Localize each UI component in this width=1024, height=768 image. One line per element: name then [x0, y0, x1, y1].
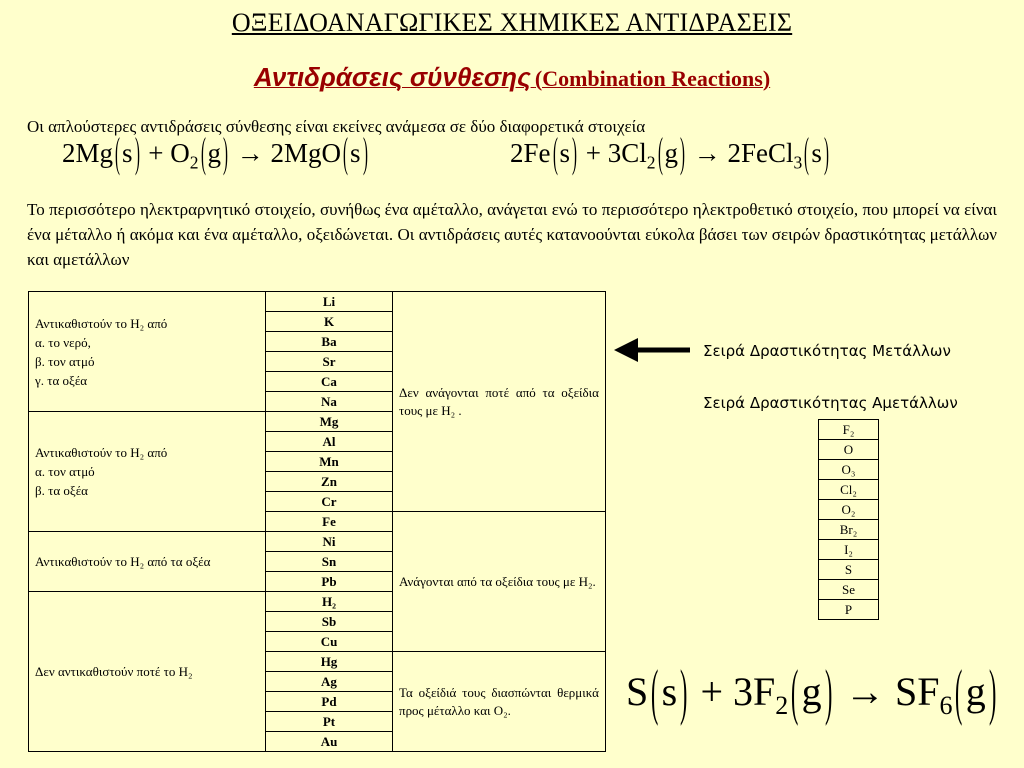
eq-arrow: → [693, 138, 721, 168]
nonmetal-cell: O₂ [819, 500, 879, 520]
metal-activity-table [28, 291, 606, 752]
group-cell: Δεν αντικαθιστούν ποτέ το H₂ [29, 592, 266, 752]
metal-cell: Na [266, 392, 393, 412]
metal-cell: Al [266, 432, 393, 452]
nonmetal-cell: F₂ [819, 420, 879, 440]
equation-s-f2: $S(s) + 3F_2(g) \to SF_6(g)$ [626, 656, 997, 727]
eq-term: S [626, 669, 649, 714]
nonmetal-cell: O₃ [819, 460, 879, 480]
eq-subscript: 3 [793, 152, 803, 173]
metal-cell: Sr [266, 352, 393, 372]
eq-state: g [801, 669, 822, 714]
eq-state: s [811, 138, 822, 168]
metal-cell: Pd [266, 692, 393, 712]
metal-cell: Ca [266, 372, 393, 392]
metal-cell: Li [266, 292, 393, 312]
nonmetal-cell: S [819, 560, 879, 580]
subtitle-greek: Αντιδράσεις σύνθεσης [253, 62, 531, 92]
metal-cell: Ba [266, 332, 393, 352]
eq-plus: + [700, 669, 724, 714]
metal-cell: Zn [266, 472, 393, 492]
nonmetal-cell: P [819, 600, 879, 620]
eq-term: 2MgO [270, 138, 342, 168]
metal-cell: Ag [266, 672, 393, 692]
metal-cell: Cr [266, 492, 393, 512]
eq-arrow: → [236, 138, 264, 168]
nonmetal-cell: Cl₂ [819, 480, 879, 500]
eq-plus: + [148, 138, 164, 168]
eq-state: g [207, 138, 222, 168]
left-arrow-icon [612, 336, 692, 369]
eq-term: SF [894, 669, 940, 714]
metal-cell: Pb [266, 572, 393, 592]
metal-cell: Cu [266, 632, 393, 652]
eq-term: 3F [733, 669, 776, 714]
nonmetal-cell: Se [819, 580, 879, 600]
nonmetal-cell: I₂ [819, 540, 879, 560]
eq-term: 2Mg [62, 138, 114, 168]
metal-cell: Mg [266, 412, 393, 432]
metal-cell: Hg [266, 652, 393, 672]
eq-state: s [559, 138, 571, 168]
nonmetal-cell: O [819, 440, 879, 460]
eq-state: g [664, 138, 679, 168]
nonmetal-cell: Br₂ [819, 520, 879, 540]
group-cell: Αντικαθιστούν το H₂ από α. τον ατμό β. τα οξέα [29, 412, 266, 532]
eq-subscript: 2 [775, 691, 789, 720]
metal-series-label: Σειρά Δραστικότητας Μετάλλων [703, 342, 951, 360]
eq-state: s [661, 669, 678, 714]
eq-term: 2FeCl [727, 138, 794, 168]
eq-state: s [122, 138, 133, 168]
eq-subscript: 2 [646, 152, 656, 173]
eq-term: O [170, 138, 190, 168]
nonmetal-activity-table [818, 419, 879, 620]
eq-arrow: → [844, 669, 885, 714]
subtitle-english: (Combination Reactions) [534, 66, 771, 91]
oxide-cell: Δεν ανάγονται ποτέ από τα οξείδια τους με H₂ . [393, 292, 606, 512]
equation-mg-o2: $2Mg(s) + O_2(g) \to 2MgO(s)$ [62, 129, 368, 176]
eq-plus: + [585, 138, 601, 168]
eq-subscript: 2 [189, 152, 199, 173]
intro-text: Οι απλούστερες αντιδράσεις σύνθεσης είναι εκείνες ανάμεσα σε δύο διαφορετικά στοιχεία [27, 117, 646, 136]
subtitle [0, 62, 1024, 93]
metal-cell: Sn [266, 552, 393, 572]
explanation-paragraph: Το περισσότερο ηλεκτραρνητικό στοιχείο, συνήθως ένα αμέταλλο, ανάγεται ενώ το περισσότερο ηλεκτροθετικό στοιχείο, που μπορεί να είναι ένα μέταλλο ή ακόμα και ένα αμέταλλο, οξειδώνεται. Οι αντιδράσεις αυτές κατανοούνται εύκολα βάσει των σειρών δραστικότητας μετάλλων και αμετάλλων [27, 200, 997, 269]
eq-subscript: 6 [939, 691, 953, 720]
eq-state: g [965, 669, 986, 714]
nonmetal-series-label: Σειρά Δραστικότητας Αμετάλλων [703, 394, 958, 412]
oxide-cell: Ανάγονται από τα οξείδια τους με H₂. [393, 512, 606, 652]
metal-cell: Sb [266, 612, 393, 632]
group-cell: Αντικαθιστούν το H₂ από α. το νερό, β. τον ατμό γ. τα οξέα [29, 292, 266, 412]
metal-cell: Au [266, 732, 393, 752]
metal-cell: Mn [266, 452, 393, 472]
metal-cell: Ni [266, 532, 393, 552]
metal-cell: Pt [266, 712, 393, 732]
equation-fe-cl2: $2Fe(s) + 3Cl_2(g)$ → 2FeCl$_3$(s) [510, 129, 829, 176]
oxide-cell: Τα οξείδιά τους διασπώνται θερμικά προς μέταλλο και O₂. [393, 652, 606, 752]
eq-term: 3Cl [607, 138, 647, 168]
metal-cell: H₂ [266, 592, 393, 612]
eq-term: 2Fe [510, 138, 551, 168]
page-title: ΟΞΕΙΔΟΑΝΑΓΩΓΙΚΕΣ ΧΗΜΙΚΕΣ ΑΝΤΙΔΡΑΣΕΙΣ [231, 8, 793, 37]
group-cell: Αντικαθιστούν το H₂ από τα οξέα [29, 532, 266, 592]
metal-cell: Fe [266, 512, 393, 532]
metal-cell: K [266, 312, 393, 332]
eq-state: s [350, 138, 361, 168]
